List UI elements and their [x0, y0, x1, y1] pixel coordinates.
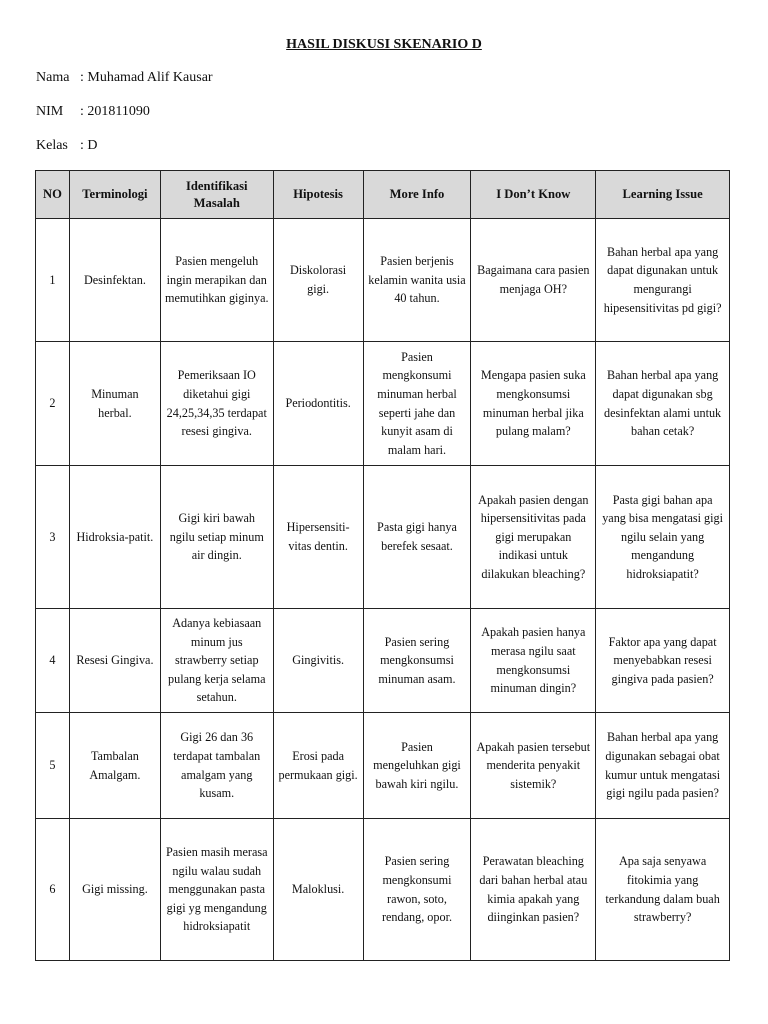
cell-hipotesis: Gingivitis.: [273, 609, 363, 713]
cell-more-info: Pasien mengkonsumi minuman herbal seperti jahe dan kunyit asam di malam hari.: [363, 342, 471, 466]
cell-i-dont-know: Apakah pasien dengan hipersensitivitas pada gigi merupakan indikasi untuk dilakukan bleaching?: [471, 466, 596, 609]
cell-i-dont-know: Apakah pasien hanya merasa ngilu saat mengkonsumsi minuman dingin?: [471, 609, 596, 713]
cell-hipotesis: Maloklusi.: [273, 819, 363, 961]
info-nama: [36, 70, 213, 86]
info-kelas: [36, 138, 98, 154]
header-i-dont-know: I Don’t Know: [471, 171, 596, 219]
cell-no: 4: [36, 609, 70, 713]
cell-hipotesis: Hipersensiti-vitas dentin.: [273, 466, 363, 609]
nim-value: : 201811090: [80, 104, 150, 119]
cell-terminologi: Resesi Gingiva.: [69, 609, 160, 713]
table-header-row: [36, 171, 730, 219]
nama-value: : Muhamad Alif Kausar: [80, 70, 213, 85]
table-row: [36, 819, 730, 961]
table-row: [36, 609, 730, 713]
header-hipotesis: Hipotesis: [273, 171, 363, 219]
cell-terminologi: Desinfektan.: [69, 219, 160, 342]
table-row: [36, 219, 730, 342]
cell-identifikasi-masalah: Gigi 26 dan 36 terdapat tambalan amalgam yang kusam.: [160, 713, 273, 819]
kelas-value: : D: [80, 138, 98, 153]
cell-identifikasi-masalah: Pasien mengeluh ingin merapikan dan memutihkan giginya.: [160, 219, 273, 342]
cell-no: 6: [36, 819, 70, 961]
cell-hipotesis: Erosi pada permukaan gigi.: [273, 713, 363, 819]
cell-terminologi: Tambalan Amalgam.: [69, 713, 160, 819]
cell-hipotesis: Diskolorasi gigi.: [273, 219, 363, 342]
cell-identifikasi-masalah: Gigi kiri bawah ngilu setiap minum air dingin.: [160, 466, 273, 609]
cell-identifikasi-masalah: Adanya kebiasaan minum jus strawberry setiap pulang kerja selama setahun.: [160, 609, 273, 713]
cell-no: 2: [36, 342, 70, 466]
cell-more-info: Pasien mengeluhkan gigi bawah kiri ngilu.: [363, 713, 471, 819]
cell-no: 5: [36, 713, 70, 819]
header-identifikasi-masalah: Identifikasi Masalah: [160, 171, 273, 219]
cell-hipotesis: Periodontitis.: [273, 342, 363, 466]
cell-more-info: Pasien sering mengkonsumi rawon, soto, rendang, opor.: [363, 819, 471, 961]
cell-learning-issue: Bahan herbal apa yang dapat digunakan sbg desinfektan alami untuk bahan cetak?: [596, 342, 730, 466]
table-row: [36, 466, 730, 609]
document-title: HASIL DISKUSI SKENARIO D: [286, 37, 482, 52]
cell-terminologi: Minuman herbal.: [69, 342, 160, 466]
cell-learning-issue: Bahan herbal apa yang digunakan sebagai obat kumur untuk mengatasi gigi ngilu pada pasien?: [596, 713, 730, 819]
info-nim: [36, 104, 150, 120]
cell-no: 1: [36, 219, 70, 342]
nim-label: NIM: [36, 104, 64, 119]
cell-i-dont-know: Apakah pasien tersebut menderita penyakit sistemik?: [471, 713, 596, 819]
header-no: NO: [36, 171, 70, 219]
header-terminologi: Terminologi: [69, 171, 160, 219]
table-row: [36, 342, 730, 466]
cell-learning-issue: Bahan herbal apa yang dapat digunakan untuk mengurangi hipesensitivitas pd gigi?: [596, 219, 730, 342]
cell-terminologi: Gigi missing.: [69, 819, 160, 961]
kelas-label: Kelas: [36, 138, 68, 153]
header-more-info: More Info: [363, 171, 471, 219]
cell-learning-issue: Apa saja senyawa fitokimia yang terkandung dalam buah strawberry?: [596, 819, 730, 961]
discussion-table: [35, 170, 730, 961]
table-row: [36, 713, 730, 819]
cell-i-dont-know: Mengapa pasien suka mengkonsumsi minuman herbal jika pulang malam?: [471, 342, 596, 466]
cell-identifikasi-masalah: Pasien masih merasa ngilu walau sudah menggunakan pasta gigi yg mengandung hidroksiapatit: [160, 819, 273, 961]
cell-i-dont-know: Bagaimana cara pasien menjaga OH?: [471, 219, 596, 342]
cell-more-info: Pasta gigi hanya berefek sesaat.: [363, 466, 471, 609]
cell-identifikasi-masalah: Pemeriksaan IO diketahui gigi 24,25,34,35 terdapat resesi gingiva.: [160, 342, 273, 466]
cell-learning-issue: Pasta gigi bahan apa yang bisa mengatasi gigi ngilu selain yang mengandung hidroksiapatit?: [596, 466, 730, 609]
cell-more-info: Pasien sering mengkonsumsi minuman asam.: [363, 609, 471, 713]
cell-learning-issue: Faktor apa yang dapat menyebabkan resesi gingiva pada pasien?: [596, 609, 730, 713]
cell-more-info: Pasien berjenis kelamin wanita usia 40 tahun.: [363, 219, 471, 342]
cell-terminologi: Hidroksia-patit.: [69, 466, 160, 609]
nama-label: Nama: [36, 70, 70, 85]
header-learning-issue: Learning Issue: [596, 171, 730, 219]
cell-i-dont-know: Perawatan bleaching dari bahan herbal atau kimia apakah yang diinginkan pasien?: [471, 819, 596, 961]
cell-no: 3: [36, 466, 70, 609]
